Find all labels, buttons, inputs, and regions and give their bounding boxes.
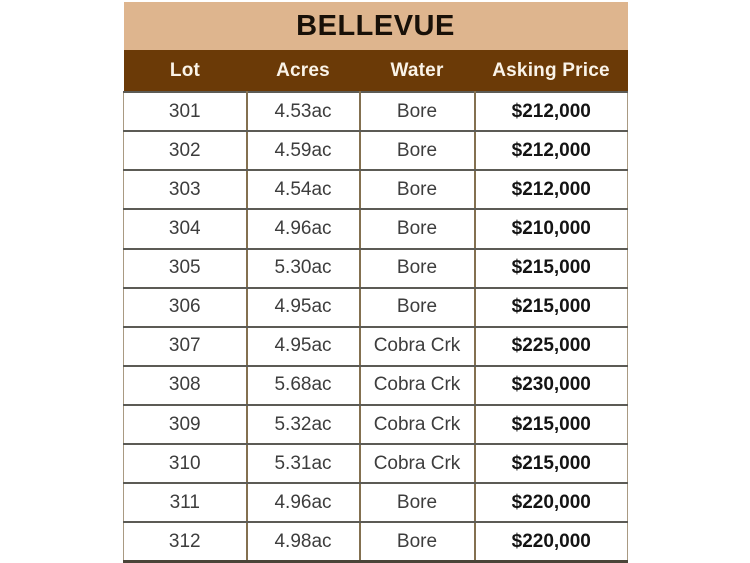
price-table: [123, 2, 627, 563]
cell-water: Cobra Crk: [360, 366, 475, 405]
cell-lot: 310: [124, 444, 247, 483]
table-row: [124, 483, 628, 522]
cell-price: $212,000: [475, 92, 628, 131]
cell-acres: 5.32ac: [247, 405, 360, 444]
cell-price: $215,000: [475, 444, 628, 483]
cell-price: $210,000: [475, 209, 628, 248]
cell-price: $220,000: [475, 522, 628, 561]
cell-acres: 4.95ac: [247, 288, 360, 327]
cell-acres: 4.96ac: [247, 209, 360, 248]
cell-lot: 311: [124, 483, 247, 522]
cell-lot: 303: [124, 170, 247, 209]
cell-price: $230,000: [475, 366, 628, 405]
cell-water: Bore: [360, 170, 475, 209]
table-row: [124, 405, 628, 444]
column-header-water: Water: [360, 50, 475, 92]
table-row: [124, 209, 628, 248]
cell-price: $215,000: [475, 249, 628, 288]
column-header-lot: Lot: [124, 50, 247, 92]
header-row: [124, 50, 628, 92]
cell-acres: 4.95ac: [247, 327, 360, 366]
cell-lot: 302: [124, 131, 247, 170]
cell-water: Cobra Crk: [360, 444, 475, 483]
table-row: [124, 522, 628, 561]
cell-lot: 305: [124, 249, 247, 288]
cell-acres: 4.59ac: [247, 131, 360, 170]
cell-price: $215,000: [475, 288, 628, 327]
listings-table: [123, 2, 628, 563]
table-body: [124, 92, 628, 562]
cell-acres: 4.96ac: [247, 483, 360, 522]
cell-water: Cobra Crk: [360, 327, 475, 366]
cell-price: $220,000: [475, 483, 628, 522]
cell-acres: 4.54ac: [247, 170, 360, 209]
cell-lot: 309: [124, 405, 247, 444]
table-row: [124, 366, 628, 405]
table-row: [124, 131, 628, 170]
cell-lot: 306: [124, 288, 247, 327]
cell-water: Cobra Crk: [360, 405, 475, 444]
cell-water: Bore: [360, 131, 475, 170]
cell-lot: 301: [124, 92, 247, 131]
cell-lot: 307: [124, 327, 247, 366]
table-row: [124, 288, 628, 327]
cell-water: Bore: [360, 92, 475, 131]
cell-lot: 304: [124, 209, 247, 248]
table-row: [124, 444, 628, 483]
cell-water: Bore: [360, 288, 475, 327]
cell-price: $212,000: [475, 131, 628, 170]
cell-water: Bore: [360, 209, 475, 248]
cell-price: $215,000: [475, 405, 628, 444]
cell-lot: 308: [124, 366, 247, 405]
cell-acres: 5.31ac: [247, 444, 360, 483]
cell-acres: 4.53ac: [247, 92, 360, 131]
cell-price: $225,000: [475, 327, 628, 366]
column-header-acres: Acres: [247, 50, 360, 92]
table-row: [124, 327, 628, 366]
cell-lot: 312: [124, 522, 247, 561]
title-row: [124, 2, 628, 50]
cell-water: Bore: [360, 483, 475, 522]
cell-acres: 5.30ac: [247, 249, 360, 288]
table-row: [124, 249, 628, 288]
cell-acres: 5.68ac: [247, 366, 360, 405]
table-row: [124, 170, 628, 209]
cell-water: Bore: [360, 249, 475, 288]
cell-water: Bore: [360, 522, 475, 561]
table-row: [124, 92, 628, 131]
cell-price: $212,000: [475, 170, 628, 209]
column-header-asking-price: Asking Price: [475, 50, 628, 92]
cell-acres: 4.98ac: [247, 522, 360, 561]
page-title: BELLEVUE: [124, 2, 628, 50]
